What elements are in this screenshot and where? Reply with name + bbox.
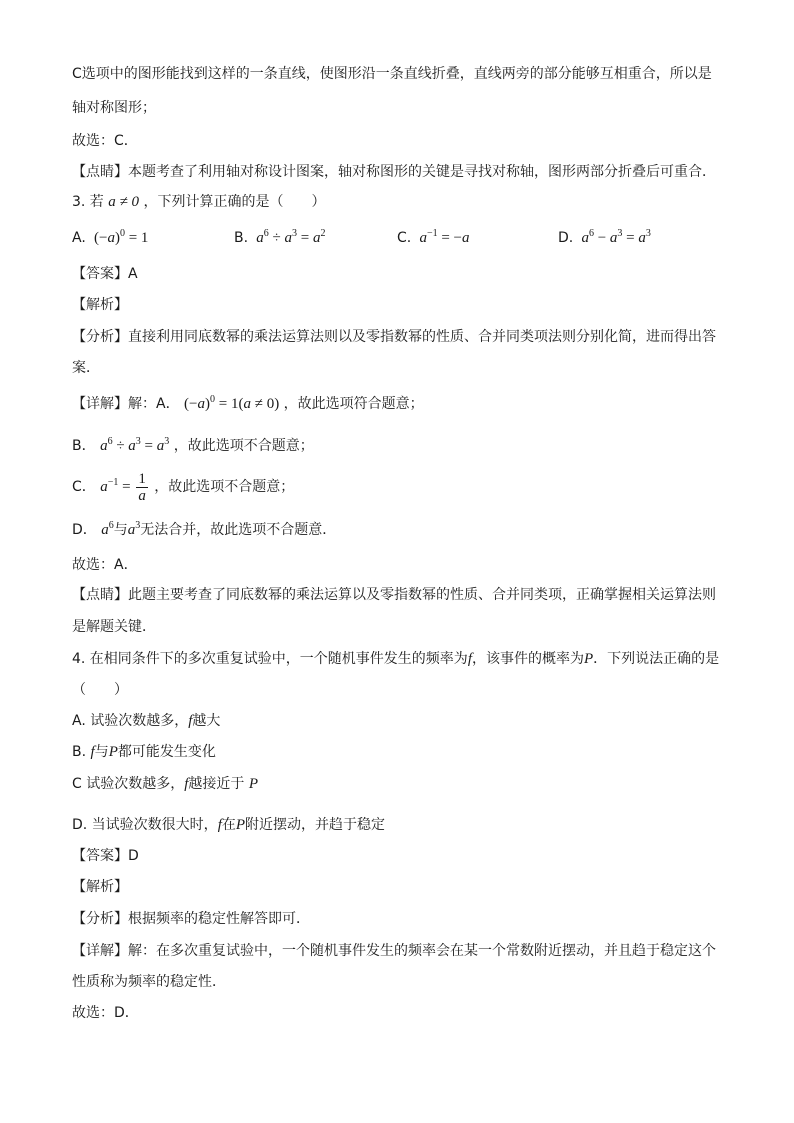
var-p: P [583,651,594,667]
option-text: A. 试验次数越多， [72,713,189,729]
detail-line: 【详解】解：在多次重复试验中，一个随机事件发生的频率会在某一个常数附近摆动，并且趋于稳定这个 [72,943,716,959]
analysis-heading: 【解析】 [72,297,128,313]
stem-text: 4. 在相同条件下的多次重复试验中，一个随机事件发生的频率为 [72,651,468,667]
text-line: C选项中的图形能找到这样的一条直线，使图形沿一条直线折叠，直线两旁的部分能够互相重合，所以是 [72,66,712,82]
option-text: 越大 [192,713,221,729]
option-text: 附近摆动，并趋于稳定 [245,817,386,833]
option-text: 在 [221,817,236,833]
analysis-line: 【分析】直接利用同底数幂的乘法运算法则以及零指数幂的性质、合并同类项法则分别化简，进而得出答 [72,329,716,345]
answer: 【答案】D [72,848,139,864]
analysis-line: 【分析】根据频率的稳定性解答即可． [72,911,310,927]
comment-line: 【点睛】此题主要考查了同底数幂的乘法运算以及零指数幂的性质、合并同类项，正确掌握相关运算法则 [72,587,716,603]
question-4-stem [72,649,719,669]
analysis-line: 案． [72,360,100,376]
option-text: 都可能发生变化 [117,744,216,760]
var-f: f [467,651,472,667]
option-text: B. [72,744,91,760]
option-a [72,711,220,731]
var-p: P [235,817,246,833]
question-3-stem [72,192,325,212]
option-text: C 试验次数越多， [72,776,185,792]
option-a: A. $(-a)^0 = 1$ [72,228,149,246]
analysis-heading: 【解析】 [72,879,128,895]
stem-text: ，该事件的概率为 [471,651,584,667]
detail-prefix: C． [72,479,96,495]
var-f: f [184,776,189,792]
stem-text: ．下列说法正确的是 [593,651,720,667]
text-line: 轴对称图形； [72,100,156,116]
detail-a: 【详解】解：A． $(-a)^0 = 1(a \ne 0)$ ，故此选项符合题意； [72,394,424,412]
stem-condition: a ≠ 0 [108,194,139,210]
detail-suffix: 无法合并，故此选项不合题意． [140,522,337,538]
option-b [72,742,216,762]
option-c: C. $a^{-1} = -a$ [397,228,470,246]
var-p: P [108,744,118,760]
option-c [72,774,258,794]
stem-prefix: 3. 若 [72,194,104,210]
text-line: 故选：C． [72,133,138,149]
comment-line: 是解题关键． [72,619,156,635]
option-text: 与 [94,744,109,760]
option-text: D. 当试验次数很大时， [72,817,218,833]
option-label: D. [558,230,574,246]
detail-prefix: 【详解】解：A． [72,396,180,412]
stem-suffix: ，下列计算正确的是（ ） [143,194,326,210]
detail-prefix: B． [72,438,96,454]
detail-c: C． $a^{-1}$ = $\frac{1}{a}$ ，故此选项不合题意； [72,470,295,504]
detail-b: B． $a^6 \div a^3 = a^3$ ，故此选项不合题意； [72,436,314,454]
option-b: B. $a^6 \div a^3 = a^2$ [234,228,326,246]
detail-mid: 与 [113,522,128,538]
detail-prefix: D． [72,522,97,538]
choose: 故选：D． [72,1005,139,1021]
var-p: P [248,776,259,792]
detail-suffix: ，故此选项不合题意； [154,479,295,495]
option-label: C. [397,230,412,246]
option-d: D. $a^6 - a^3 = a^3$ [558,228,651,246]
detail-d: D． $a^6$与$a^3$无法合并，故此选项不合题意． [72,520,337,538]
option-d [72,815,385,835]
option-label: B. [234,230,249,246]
detail-suffix: ，故此选项符合题意； [283,396,424,412]
question-4-blank: （ ） [72,682,128,698]
var-f: f [188,713,193,729]
text-line: 【点睛】本题考查了利用轴对称设计图案，轴对称图形的关键是寻找对称轴，图形两部分折叠后可重合． [72,164,716,180]
detail-suffix: ，故此选项不合题意； [173,438,314,454]
choose: 故选：A． [72,557,138,573]
var-f: f [90,744,95,760]
var-f: f [217,817,222,833]
option-text: 越接近于 [188,776,245,792]
answer: 【答案】A [72,266,138,282]
option-label: A. [72,230,86,246]
detail-line: 性质称为频率的稳定性． [72,974,226,990]
